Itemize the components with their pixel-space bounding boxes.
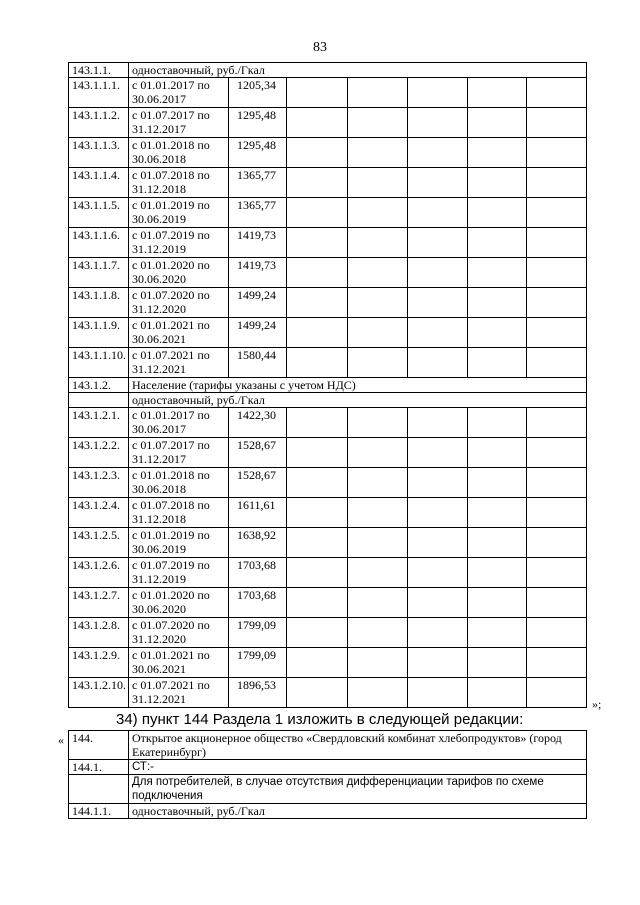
- empty-cell: [348, 618, 408, 648]
- empty-cell: [468, 288, 527, 318]
- tariff-value: 1528,67: [229, 438, 287, 468]
- tariff-period: с 01.01.2017 по 30.06.2017: [129, 78, 229, 108]
- tariff-value: 1365,77: [229, 198, 287, 228]
- empty-cell: [408, 498, 468, 528]
- empty-cell: [408, 438, 468, 468]
- table-row: [69, 775, 587, 804]
- empty-cell: [408, 348, 468, 378]
- empty-cell: [468, 528, 527, 558]
- tariff-value: 1499,24: [229, 288, 287, 318]
- row-code: 143.1.2.9.: [69, 648, 129, 678]
- table-row: [69, 138, 587, 168]
- row-code: 143.1.2.6.: [69, 558, 129, 588]
- tariff-value: 1611,61: [229, 498, 287, 528]
- tariff-period: с 01.01.2018 по 30.06.2018: [129, 468, 229, 498]
- empty-cell: [348, 528, 408, 558]
- empty-cell: [287, 78, 348, 108]
- empty-cell: [408, 528, 468, 558]
- empty-cell: [348, 138, 408, 168]
- row-code: 143.1.2.7.: [69, 588, 129, 618]
- empty-cell: [348, 318, 408, 348]
- tariff-period: с 01.01.2020 по 30.06.2020: [129, 258, 229, 288]
- empty-cell: [468, 258, 527, 288]
- tariff-period: с 01.01.2020 по 30.06.2020: [129, 588, 229, 618]
- empty-cell: [287, 258, 348, 288]
- row-code: 143.1.2.4.: [69, 498, 129, 528]
- tariff-value: 1528,67: [229, 468, 287, 498]
- table-row: [69, 78, 587, 108]
- empty-cell: [527, 438, 587, 468]
- empty-cell: [468, 558, 527, 588]
- row-code: 143.1.2.2.: [69, 438, 129, 468]
- table-row: [69, 438, 587, 468]
- tariff-value: 1419,73: [229, 228, 287, 258]
- tariff-period: с 01.07.2018 по 31.12.2018: [129, 168, 229, 198]
- empty-cell: [408, 78, 468, 108]
- empty-cell: [408, 138, 468, 168]
- empty-cell: [408, 168, 468, 198]
- empty-cell: [527, 168, 587, 198]
- empty-cell: [287, 648, 348, 678]
- tariff-value: 1205,34: [229, 78, 287, 108]
- empty-cell: [527, 558, 587, 588]
- tariff-table: [68, 62, 587, 708]
- table-row: [69, 804, 587, 819]
- table-row: [69, 498, 587, 528]
- empty-cell: [468, 468, 527, 498]
- empty-cell: [287, 468, 348, 498]
- empty-cell: [408, 288, 468, 318]
- table-row: [69, 318, 587, 348]
- tariff-value: 1896,53: [229, 678, 287, 708]
- row-code: 143.1.1.4.: [69, 168, 129, 198]
- empty-cell: [527, 528, 587, 558]
- empty-cell: [348, 558, 408, 588]
- empty-cell: [468, 78, 527, 108]
- row-text: одноставочный, руб./Гкал: [129, 804, 587, 819]
- tariff-value: 1799,09: [229, 648, 287, 678]
- row-code: 143.1.2.8.: [69, 618, 129, 648]
- tariff-value: 1422,30: [229, 408, 287, 438]
- table-row: [69, 348, 587, 378]
- tariff-period: с 01.07.2020 по 31.12.2020: [129, 288, 229, 318]
- empty-cell: [287, 618, 348, 648]
- row-heading: одноставочный, руб./Гкал: [129, 393, 587, 408]
- empty-cell: [468, 438, 527, 468]
- empty-cell: [287, 198, 348, 228]
- table-row: [69, 393, 587, 408]
- row-code: 143.1.1.9.: [69, 318, 129, 348]
- empty-cell: [287, 438, 348, 468]
- empty-cell: [408, 648, 468, 678]
- opening-quote-mark: «: [58, 733, 64, 747]
- tariff-value: 1703,68: [229, 558, 287, 588]
- row-code: 143.1.1.5.: [69, 198, 129, 228]
- empty-cell: [348, 78, 408, 108]
- empty-cell: [348, 228, 408, 258]
- empty-cell: [287, 168, 348, 198]
- tariff-value: 1295,48: [229, 138, 287, 168]
- table-row: [69, 468, 587, 498]
- tariff-period: с 01.07.2019 по 31.12.2019: [129, 558, 229, 588]
- row-code: [69, 775, 129, 804]
- row-code: 143.1.2.: [69, 378, 129, 393]
- table-row: [69, 198, 587, 228]
- row-code: 144.1.: [69, 760, 129, 775]
- row-code: 143.1.1.3.: [69, 138, 129, 168]
- tariff-value: 1638,92: [229, 528, 287, 558]
- empty-cell: [527, 108, 587, 138]
- tariff-period: с 01.07.2017 по 31.12.2017: [129, 108, 229, 138]
- tariff-period: с 01.07.2021 по 31.12.2021: [129, 348, 229, 378]
- empty-cell: [348, 468, 408, 498]
- empty-cell: [527, 618, 587, 648]
- empty-cell: [527, 678, 587, 708]
- table-row: [69, 63, 587, 78]
- row-code: 143.1.1.8.: [69, 288, 129, 318]
- empty-cell: [408, 468, 468, 498]
- empty-cell: [468, 138, 527, 168]
- closing-quote-mark: »;: [592, 697, 602, 711]
- empty-cell: [527, 648, 587, 678]
- empty-cell: [527, 198, 587, 228]
- table-row: [69, 760, 587, 775]
- row-text: Открытое акционерное общество «Свердловский комбинат хлебопродуктов» (город Екатеринбург): [129, 731, 587, 760]
- tariff-value: 1365,77: [229, 168, 287, 198]
- empty-cell: [348, 438, 408, 468]
- empty-cell: [468, 348, 527, 378]
- tariff-period: с 01.01.2021 по 30.06.2021: [129, 318, 229, 348]
- table-row: [69, 258, 587, 288]
- empty-cell: [287, 138, 348, 168]
- empty-cell: [348, 498, 408, 528]
- table-row: [69, 378, 587, 393]
- empty-cell: [527, 288, 587, 318]
- row-code: 143.1.2.3.: [69, 468, 129, 498]
- row-code: 143.1.1.10.: [69, 348, 129, 378]
- empty-cell: [527, 138, 587, 168]
- table-row: [69, 288, 587, 318]
- empty-cell: [408, 558, 468, 588]
- empty-cell: [527, 228, 587, 258]
- empty-cell: [468, 588, 527, 618]
- table-row: [69, 588, 587, 618]
- row-code: 143.1.2.10.: [69, 678, 129, 708]
- empty-cell: [527, 498, 587, 528]
- row-code: 143.1.1.2.: [69, 108, 129, 138]
- tariff-value: 1799,09: [229, 618, 287, 648]
- empty-cell: [348, 288, 408, 318]
- empty-cell: [527, 588, 587, 618]
- empty-cell: [287, 588, 348, 618]
- empty-cell: [408, 228, 468, 258]
- empty-cell: [348, 648, 408, 678]
- empty-cell: [408, 108, 468, 138]
- table-row: [69, 618, 587, 648]
- table-row: [69, 108, 587, 138]
- table-row: [69, 168, 587, 198]
- empty-cell: [287, 678, 348, 708]
- tariff-period: с 01.07.2020 по 31.12.2020: [129, 618, 229, 648]
- page-number: 83: [313, 40, 327, 55]
- tariff-table-amended: [68, 730, 587, 819]
- empty-cell: [527, 318, 587, 348]
- row-code: [69, 393, 129, 408]
- empty-cell: [287, 408, 348, 438]
- empty-cell: [287, 558, 348, 588]
- amendment-heading: 34) пункт 144 Раздела 1 изложить в следующей редакции:: [116, 711, 524, 728]
- row-code: 143.1.1.1.: [69, 78, 129, 108]
- tariff-value: 1580,44: [229, 348, 287, 378]
- row-code: 143.1.1.6.: [69, 228, 129, 258]
- empty-cell: [527, 468, 587, 498]
- row-heading: Население (тарифы указаны с учетом НДС): [129, 378, 587, 393]
- empty-cell: [468, 498, 527, 528]
- empty-cell: [408, 678, 468, 708]
- empty-cell: [408, 588, 468, 618]
- row-code: 144.1.1.: [69, 804, 129, 819]
- empty-cell: [408, 318, 468, 348]
- tariff-period: с 01.01.2018 по 30.06.2018: [129, 138, 229, 168]
- empty-cell: [468, 108, 527, 138]
- empty-cell: [348, 108, 408, 138]
- tariff-period: с 01.07.2018 по 31.12.2018: [129, 498, 229, 528]
- empty-cell: [348, 588, 408, 618]
- tariff-period: с 01.07.2019 по 31.12.2019: [129, 228, 229, 258]
- empty-cell: [287, 228, 348, 258]
- empty-cell: [468, 228, 527, 258]
- tariff-period: с 01.07.2017 по 31.12.2017: [129, 438, 229, 468]
- tariff-value: 1295,48: [229, 108, 287, 138]
- table-row: [69, 648, 587, 678]
- tariff-value: 1499,24: [229, 318, 287, 348]
- empty-cell: [468, 198, 527, 228]
- empty-cell: [468, 168, 527, 198]
- table-row: [69, 731, 587, 760]
- empty-cell: [348, 198, 408, 228]
- empty-cell: [527, 258, 587, 288]
- empty-cell: [348, 678, 408, 708]
- empty-cell: [468, 618, 527, 648]
- empty-cell: [527, 408, 587, 438]
- row-code: 144.: [69, 731, 129, 760]
- tariff-period: с 01.01.2017 по 30.06.2017: [129, 408, 229, 438]
- empty-cell: [408, 408, 468, 438]
- empty-cell: [408, 618, 468, 648]
- empty-cell: [408, 198, 468, 228]
- table-row: [69, 228, 587, 258]
- row-heading: одноставочный, руб./Гкал: [129, 63, 587, 78]
- table-row: [69, 528, 587, 558]
- row-code: 143.1.2.5.: [69, 528, 129, 558]
- empty-cell: [527, 78, 587, 108]
- row-code: 143.1.2.1.: [69, 408, 129, 438]
- empty-cell: [348, 408, 408, 438]
- empty-cell: [408, 258, 468, 288]
- empty-cell: [348, 348, 408, 378]
- row-code: 143.1.1.: [69, 63, 129, 78]
- row-code: 143.1.1.7.: [69, 258, 129, 288]
- row-text: СТ:-: [129, 760, 587, 775]
- empty-cell: [287, 288, 348, 318]
- empty-cell: [468, 408, 527, 438]
- empty-cell: [287, 348, 348, 378]
- tariff-period: с 01.01.2021 по 30.06.2021: [129, 648, 229, 678]
- empty-cell: [287, 528, 348, 558]
- tariff-period: с 01.07.2021 по 31.12.2021: [129, 678, 229, 708]
- table-row: [69, 408, 587, 438]
- tariff-value: 1703,68: [229, 588, 287, 618]
- tariff-period: с 01.01.2019 по 30.06.2019: [129, 528, 229, 558]
- empty-cell: [527, 348, 587, 378]
- empty-cell: [348, 258, 408, 288]
- empty-cell: [468, 678, 527, 708]
- empty-cell: [287, 498, 348, 528]
- empty-cell: [468, 648, 527, 678]
- tariff-value: 1419,73: [229, 258, 287, 288]
- row-text: Для потребителей, в случае отсутствия дифференциации тарифов по схеме подключения: [129, 775, 587, 804]
- empty-cell: [348, 168, 408, 198]
- table-row: [69, 678, 587, 708]
- empty-cell: [287, 108, 348, 138]
- empty-cell: [287, 318, 348, 348]
- empty-cell: [468, 318, 527, 348]
- table-row: [69, 558, 587, 588]
- tariff-period: с 01.01.2019 по 30.06.2019: [129, 198, 229, 228]
